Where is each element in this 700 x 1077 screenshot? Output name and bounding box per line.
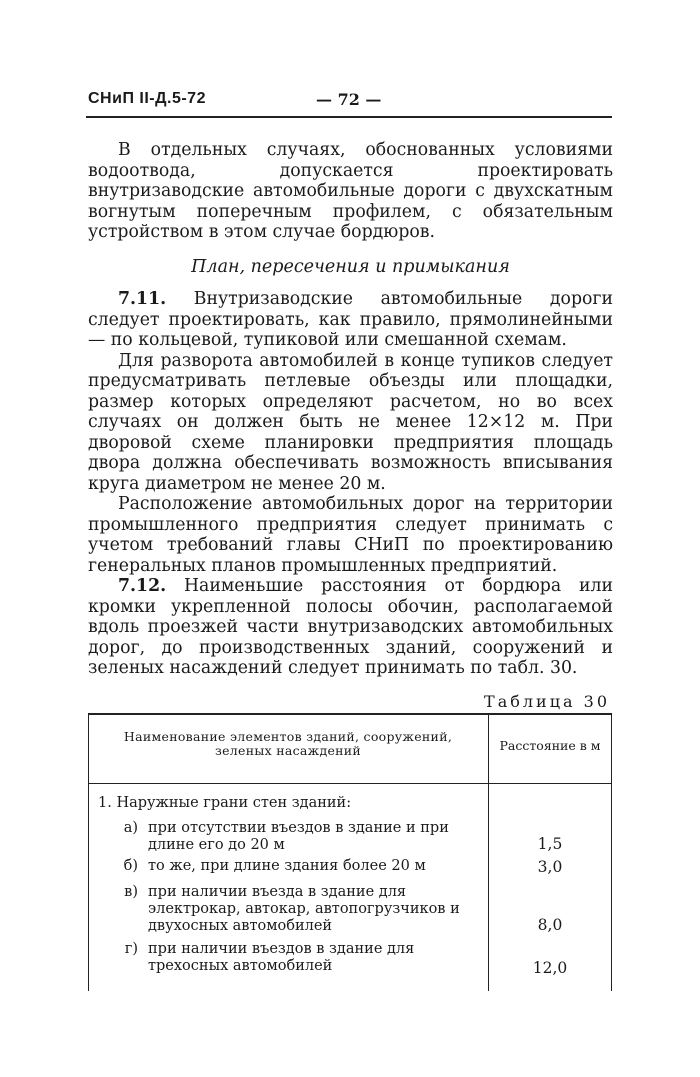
paragraph-turnaround: Для разворота автомобилей в конце тупиков следует предусматривать петлевые объезды или площадки, размер которых определяют расчетом, но во всех случаях он должен быть не менее 12×12 м. При дворовой схеме планировки предприятия площадь двора должна обеспечивать возможность вписывания круга диаметром не менее 20 м. — [88, 350, 613, 494]
row-value: 3,0 — [537, 858, 563, 876]
paragraph-location: Расположение автомобильных дорог на территории промышленного предприятия следует принимать с учетом требований главы СНиП по проектированию генеральных планов промышленных предприятий. — [88, 494, 613, 576]
column-header-distance: Расстояние в м — [499, 738, 601, 753]
distance-table — [88, 713, 612, 991]
main-text-block — [88, 289, 613, 679]
column-header-elements: Наименование элементов зданий, сооружений, зеленых насаждений — [123, 729, 453, 758]
page-number: — 72 — — [316, 90, 382, 109]
row-value: 8,0 — [537, 916, 563, 934]
clause-text: Наименьшие расстояния от бордюра или кромки укрепленной полосы обочин, располагаемой вдоль проезжей части внутризаводских автомобильных дорог, до производственных зданий, сооружений и зеленых насаждений следует принимать по табл. 30. — [88, 576, 614, 678]
row-text: при наличии въезда в здание для электрокар, автокар, автопогрузчиков и двухосных автомобилей — [148, 884, 460, 934]
table-header-rule — [88, 783, 612, 784]
clause-7-11 — [88, 289, 613, 351]
row-label: а) — [123, 820, 138, 836]
row-text: при наличии въездов в здание для трехосных автомобилей — [148, 941, 415, 974]
clause-7-12 — [88, 576, 613, 679]
row-label: в) — [124, 884, 138, 900]
intro-block — [88, 140, 613, 243]
row-text: при отсутствии въездов в здание и при длине его до 20 м — [148, 820, 449, 853]
row-text: то же, при длине здания более 20 м — [148, 858, 426, 874]
row-value: 12,0 — [532, 959, 568, 977]
section-heading: План, пересечения и примыкания — [191, 257, 510, 277]
page-header — [88, 90, 608, 114]
header-rule — [86, 116, 612, 118]
document-code: СНиП II-Д.5-72 — [88, 90, 206, 107]
row-label: б) — [123, 858, 138, 874]
row-value: 1,5 — [537, 835, 563, 853]
table-left-border — [88, 713, 89, 991]
table-top-rule — [88, 713, 612, 715]
clause-number: 7.12. — [118, 576, 167, 596]
paragraph-intro: В отдельных случаях, обоснованных условиями водоотвода, допускается проектировать внутризаводские автомобильные дороги с двухскатным вогнутым поперечным профилем, с обязательным устройством в этом случае бордюров. — [88, 140, 613, 242]
clause-text: Внутризаводские автомобильные дороги следует проектировать, как правило, прямолинейными — по кольцевой, тупиковой или смешанной схемам. — [88, 289, 613, 350]
clause-number: 7.11. — [118, 289, 167, 309]
table-caption: Таблица 30 — [484, 692, 610, 711]
table-column-divider — [488, 713, 489, 991]
table-group-title: 1. Наружные грани стен зданий: — [98, 795, 352, 811]
table-right-border — [611, 713, 612, 991]
row-label: г) — [124, 941, 138, 957]
